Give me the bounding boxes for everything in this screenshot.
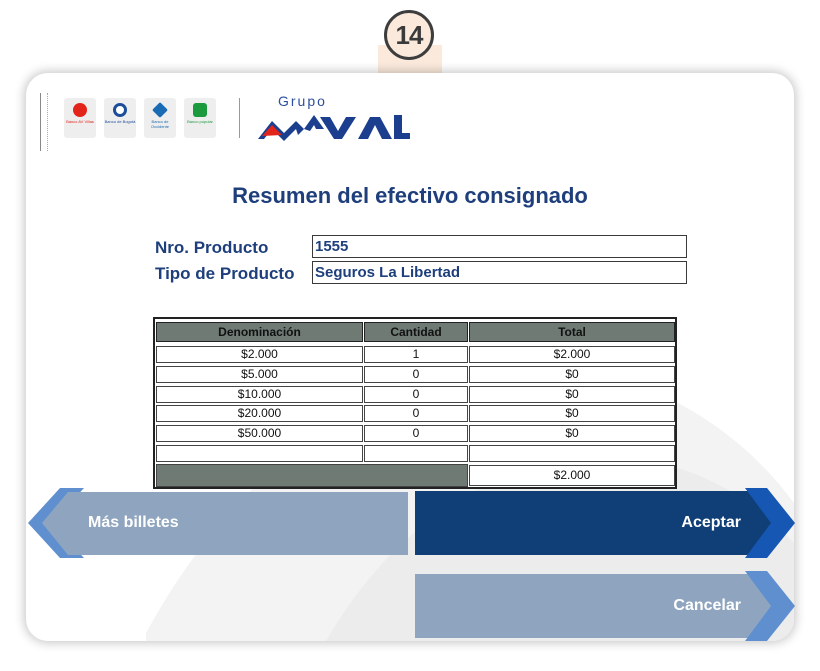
bank-name: Banco popular [187,119,213,124]
table-cell: $0 [469,386,675,403]
bank-name: Banco de Bogotá [104,119,136,124]
table-cell [469,445,675,462]
table-cell: 0 [364,425,468,442]
vertical-fine-print [40,93,48,151]
table-cell: 0 [364,366,468,383]
product-type-label: Tipo de Producto [155,264,295,283]
grand-total-cell: $2.000 [469,465,675,486]
banco-bogota-icon [113,103,127,117]
table-cell: $10.000 [156,386,363,403]
bank-logo-occidente [144,98,176,138]
table-cell: $50.000 [156,425,363,442]
bank-logo-popular [184,98,216,138]
product-type-field: Seguros La Libertad [312,261,687,284]
table-cell: 0 [364,405,468,422]
table-cell: $2.000 [156,346,363,363]
column-header-denomination: Denominación [156,322,363,342]
grupo-aval-wordmark: Grupo [278,93,327,109]
table-cell: 1 [364,346,468,363]
cash-summary-table [153,317,677,489]
logo-divider [239,98,240,138]
cancel-button[interactable] [415,571,795,641]
av-villas-icon [73,103,87,117]
page-title: Resumen del efectivo consignado [232,183,588,208]
aval-logo [258,107,410,141]
bank-logo-av-villas [64,98,96,138]
column-header-quantity: Cantidad [364,322,468,342]
table-cell: 0 [364,386,468,403]
table-cell [156,445,363,462]
step-number-badge: 14 [384,10,434,60]
accept-button[interactable] [415,488,795,558]
total-label-cell [156,464,468,487]
cancel-label: Cancelar [673,597,741,614]
table-cell: $20.000 [156,405,363,422]
table-cell: $2.000 [469,346,675,363]
product-number-label: Nro. Producto [155,238,269,257]
table-cell: $0 [469,405,675,422]
banco-occidente-icon [152,102,168,118]
more-bills-button-shape [28,488,410,558]
bank-name: Banco AV Villas [66,119,94,124]
table-cell: $0 [469,366,675,383]
product-number-field: 1555 [312,235,687,258]
table-cell [364,445,468,462]
more-bills-label: Más billetes [88,514,179,531]
banco-popular-icon [193,103,207,117]
accept-label: Aceptar [681,514,741,531]
bank-name: Banco de Occidente [150,119,169,129]
table-cell: $5.000 [156,366,363,383]
column-header-total: Total [469,322,675,342]
table-cell: $0 [469,425,675,442]
more-bills-button[interactable] [28,488,410,558]
bank-logo-bogota [104,98,136,138]
